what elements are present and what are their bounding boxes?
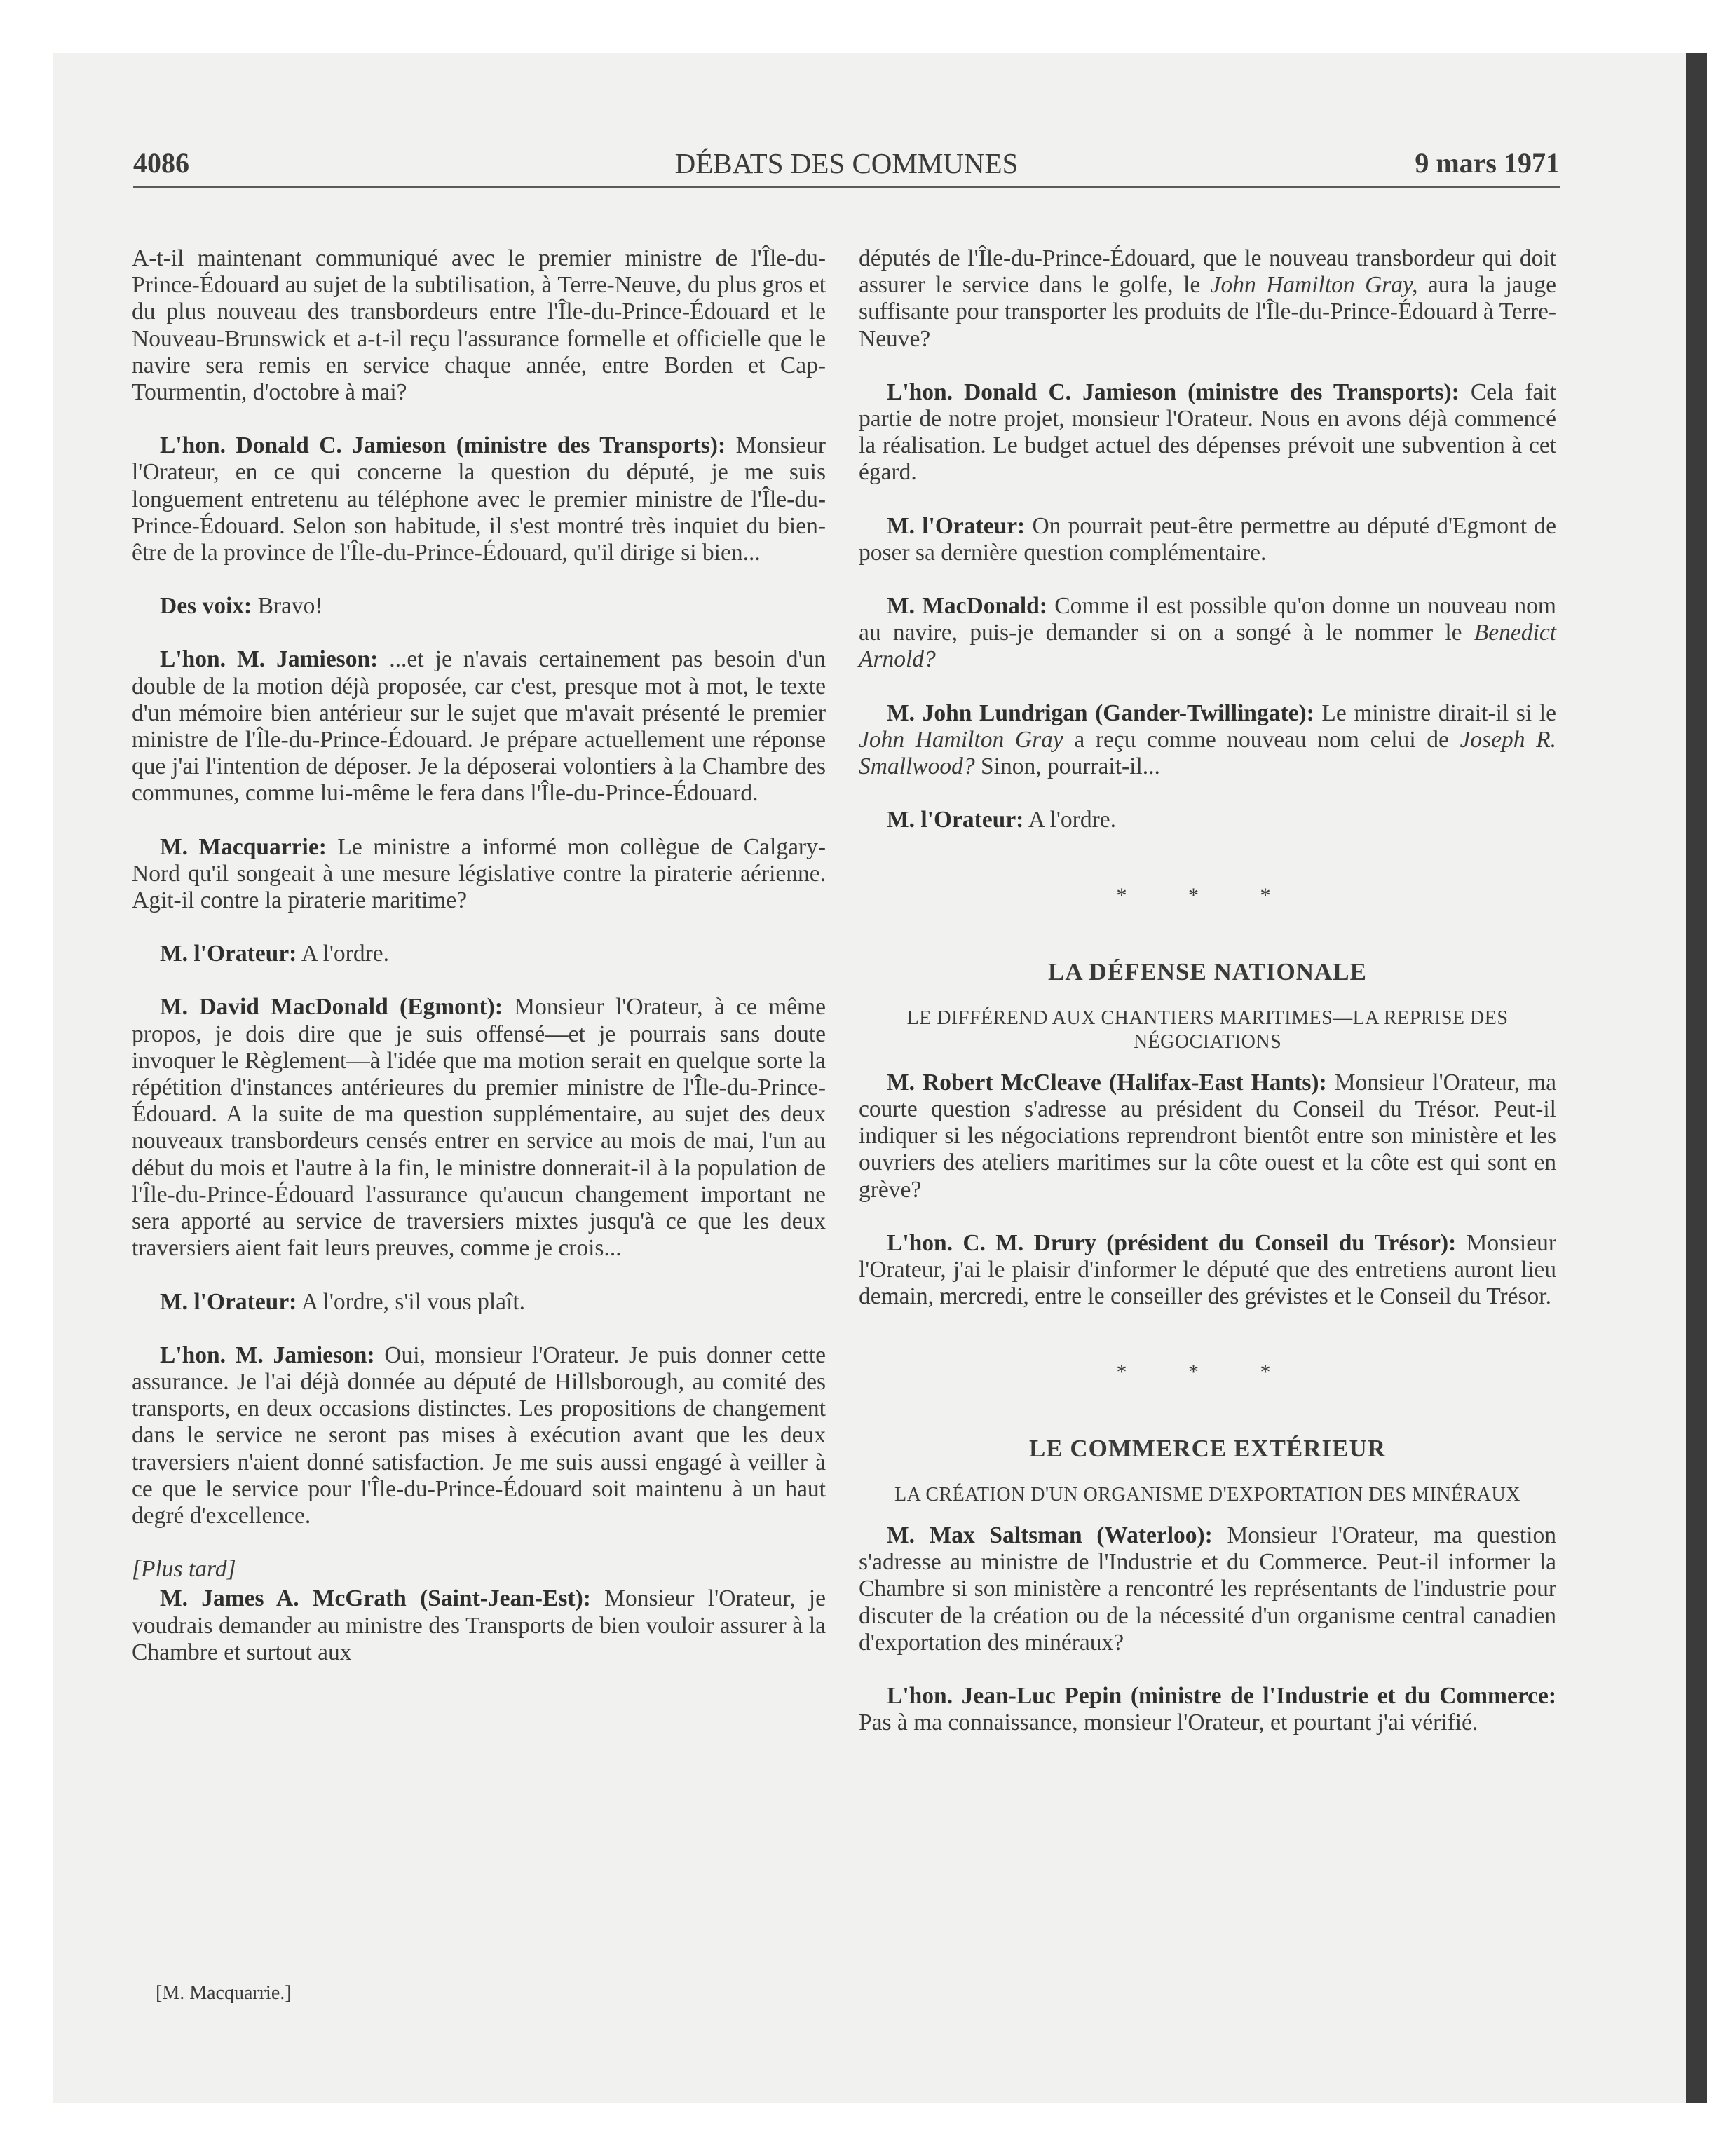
person-name: Joseph R. Smallwood? xyxy=(859,726,1556,780)
section-heading: LE COMMERCE EXTÉRIEUR xyxy=(1028,1434,1387,1462)
paragraph-text: Bravo! xyxy=(252,593,323,620)
paragraph xyxy=(132,245,826,406)
speaker-name: M. Macquarrie: xyxy=(160,833,327,860)
later-marker: [Plus tard] xyxy=(132,1556,236,1583)
footer-reference: [M. Macquarrie.] xyxy=(156,1982,292,2004)
paragraph-text: Monsieur l'Orateur, à ce même propos, je dois dire que je suis offensé—et je pourrais sans doute invoquer le Règlement—à l'idée que ma motion serait en quelque sorte la répétition d'instances antérieures du premier ministre de l'Île-du-Prince-Édouard. A la suite de ma question supplémentaire, au sujet des deux nouveaux transbordeurs censés entrer en service au mois de mai, l'un au début du mois et l'autre à la fin, le ministre donnerait-il à la population de l'Île-du-Prince-Édouard l'assurance qu'aucun changement important ne sera apporté au service de traversiers mixtes jusqu'à ce que les deux traversiers aient fait leurs preuves, comme je crois... xyxy=(132,994,826,1262)
section-separator: * * * xyxy=(1116,884,1299,908)
paragraph-text: Monsieur l'Orateur, ma courte question s'adresse au président du Conseil du Trésor. Peut-il indiquer si les négociations reprendront bientôt entre son ministère et les ouvriers des ateliers maritimes sur la côte ouest et la côte est qui sont en grève? xyxy=(859,1069,1556,1203)
speaker-name: L'hon. Donald C. Jamieson (ministre des Transports): xyxy=(887,378,1460,405)
paragraph-text: Cela fait partie de notre projet, monsieur l'Orateur. Nous en avons déjà commencé la réalisation. Le budget actuel des dépenses prévoit une subvention à cet égard. xyxy=(859,378,1556,486)
paragraph xyxy=(132,1342,826,1529)
paragraph-text: Monsieur l'Orateur, en ce qui concerne la question du député, je me suis longuement entretenu au téléphone avec le premier ministre de l'Île-du-Prince-Édouard. Selon son habitude, il s'est montré très inquiet du bien-être de la province de l'Île-du-Prince-Édouard, qu'il dirige si bien... xyxy=(132,432,826,566)
speaker-name: M. John Lundrigan (Gander-Twillingate): xyxy=(887,700,1314,726)
paragraph xyxy=(859,245,1556,353)
paragraph xyxy=(859,1683,1556,1736)
paragraph-text: A-t-il maintenant communiqué avec le premier ministre de l'Île-du-Prince-Édouard au sujet de la subtilisation, à Terre-Neuve, du plus gros et du plus nouveau des transbordeurs entre l'Île-du-Prince-Édouard et le Nouveau-Brunswick et a-t-il reçu l'assurance formelle et officielle que le navire sera remis en service chaque année, entre Borden et Cap-Tourmentin, d'octobre à mai? xyxy=(132,245,826,406)
paragraph xyxy=(859,1070,1556,1203)
speaker-name: M. MacDonald: xyxy=(887,593,1047,620)
paragraph-text: Comme il est possible qu'on donne un nouveau nom au navire, puis-je demander si on a songé à le nommer le xyxy=(859,593,1556,646)
paragraph xyxy=(859,379,1556,486)
paragraph-text: députés de l'Île-du-Prince-Édouard, que le nouveau transbordeur qui doit assurer le service dans le golfe, le xyxy=(859,245,1556,299)
paragraph-text: A l'ordre, s'il vous plaît. xyxy=(297,1288,526,1315)
paragraph-text: ...et je n'avais certainement pas besoin d'un double de la motion déjà proposée, car c'est, presque mot à mot, le texte d'un mémoire bien antérieur sur le sujet que m'avait présenté le premier ministre de l'Île-du-Prince-Édouard. Je prépare actuellement une réponse que j'ai l'intention de déposer. Je la déposerai volontiers à la Chambre des communes, comme lui-même le fera dans l'Île-du-Prince-Édouard. xyxy=(132,646,826,807)
paragraph xyxy=(132,941,826,967)
paragraph xyxy=(132,994,826,1262)
paragraph xyxy=(859,700,1556,781)
paragraph-text: Sinon, pourrait-il... xyxy=(974,753,1160,780)
speaker-name: M. l'Orateur: xyxy=(160,941,297,967)
speaker-name: M. l'Orateur: xyxy=(160,1288,297,1315)
paragraph-text: Monsieur l'Orateur, j'ai le plaisir d'informer le député que des entretiens auront lieu demain, mercredi, entre le conseiller des grévistes et le Conseil du Trésor. xyxy=(859,1229,1556,1310)
ship-name: Benedict Arnold? xyxy=(859,620,1556,673)
right-column xyxy=(859,245,1556,1763)
paragraph-text: A l'ordre. xyxy=(297,941,389,967)
speaker-name: L'hon. M. Jamieson: xyxy=(160,646,379,673)
speaker-name: M. James A. McGrath (Saint-Jean-Est): xyxy=(160,1585,591,1612)
paragraph-text: A l'ordre. xyxy=(1023,807,1116,833)
paragraph-text: Le ministre dirait-il si le xyxy=(1314,700,1556,726)
speaker-name: M. Max Saltsman (Waterloo): xyxy=(887,1522,1213,1548)
paragraph xyxy=(859,1230,1556,1311)
speaker-name: L'hon. M. Jamieson: xyxy=(160,1342,375,1368)
ship-name: John Hamilton Gray, xyxy=(1210,272,1418,299)
paragraph-text: a reçu comme nouveau nom celui de xyxy=(1063,726,1460,753)
ship-name: John Hamilton Gray xyxy=(859,726,1063,753)
left-column xyxy=(132,245,826,1693)
page-number: 4086 xyxy=(133,147,189,179)
page-title: DÉBATS DES COMMUNES xyxy=(674,147,1019,179)
speaker-name: M. Robert McCleave (Halifax-East Hants): xyxy=(887,1069,1327,1096)
paragraph-text: On pourrait peut-être permettre au député d'Egmont de poser sa dernière question complémentaire. xyxy=(859,512,1556,566)
paragraph xyxy=(132,834,826,915)
paragraph-text: Monsieur l'Orateur, ma question s'adresse au ministre de l'Industrie et du Commerce. Peut-il informer la Chambre si son ministère a rencontré les représentants de l'industrie pour discuter de la création ou de la nécessité d'un organisme central canadien d'exportation des minéraux? xyxy=(859,1522,1556,1656)
paragraph xyxy=(132,1585,826,1666)
paragraph-text: aura la jauge suffisante pour transporter les produits de l'Île-du-Prince-Édouard à Terre-Neuve? xyxy=(859,272,1556,352)
speaker-name: L'hon. C. M. Drury (président du Conseil du Trésor): xyxy=(887,1229,1457,1256)
paragraph-text: Oui, monsieur l'Orateur. Je puis donner cette assurance. Je l'ai déjà donnée au député de Hillsborough, au comité des transports, en deux occasions distinctes. Les propositions de changement dans le service ne seront pas mises à exécution avant que les deux traversiers n'aient donné satisfaction. Je me suis aussi engagé à veiller à ce que le service pour l'Île-du-Prince-Édouard soit maintenu à un haut degré d'excellence. xyxy=(132,1342,826,1529)
paragraph xyxy=(859,513,1556,566)
section-subheading: LA CRÉATION D'UN ORGANISME D'EXPORTATION DES MINÉRAUX xyxy=(894,1483,1520,1506)
paragraph xyxy=(859,807,1556,833)
paragraph xyxy=(132,1289,826,1316)
speaker-name: M. David MacDonald (Egmont): xyxy=(160,994,503,1021)
paragraph xyxy=(859,593,1556,674)
speaker-name: Des voix: xyxy=(160,593,252,620)
scan-edge xyxy=(1686,53,1707,2103)
speaker-name: M. l'Orateur: xyxy=(887,807,1024,833)
paragraph-text: Monsieur l'Orateur, je voudrais demander au ministre des Transports de bien vouloir assurer à la Chambre et surtout aux xyxy=(132,1585,826,1665)
paragraph xyxy=(132,646,826,807)
paragraph xyxy=(132,432,826,566)
paragraph-text: Le ministre a informé mon collègue de Calgary-Nord qu'il songeait à une mesure législative contre la piraterie aérienne. Agit-il contre la piraterie maritime? xyxy=(132,833,826,914)
section-separator: * * * xyxy=(1116,1360,1299,1384)
section-subheading: LE DIFFÉREND AUX CHANTIERS MARITIMES—LA REPRISE DES NÉGOCIATIONS xyxy=(906,1007,1509,1053)
section-heading: LA DÉFENSE NATIONALE xyxy=(1047,957,1367,985)
speaker-name: L'hon. Donald C. Jamieson (ministre des Transports): xyxy=(160,432,726,459)
page-header xyxy=(133,144,1560,188)
paragraph xyxy=(132,593,826,620)
paragraph xyxy=(859,1522,1556,1656)
paragraph-text: Pas à ma connaissance, monsieur l'Orateur, et pourtant j'ai vérifié. xyxy=(859,1710,1478,1736)
speaker-name: L'hon. Jean-Luc Pepin (ministre de l'Industrie et du Commerce: xyxy=(887,1682,1556,1709)
speaker-name: M. l'Orateur: xyxy=(887,512,1026,539)
page-date: 9 mars 1971 xyxy=(1415,147,1560,179)
